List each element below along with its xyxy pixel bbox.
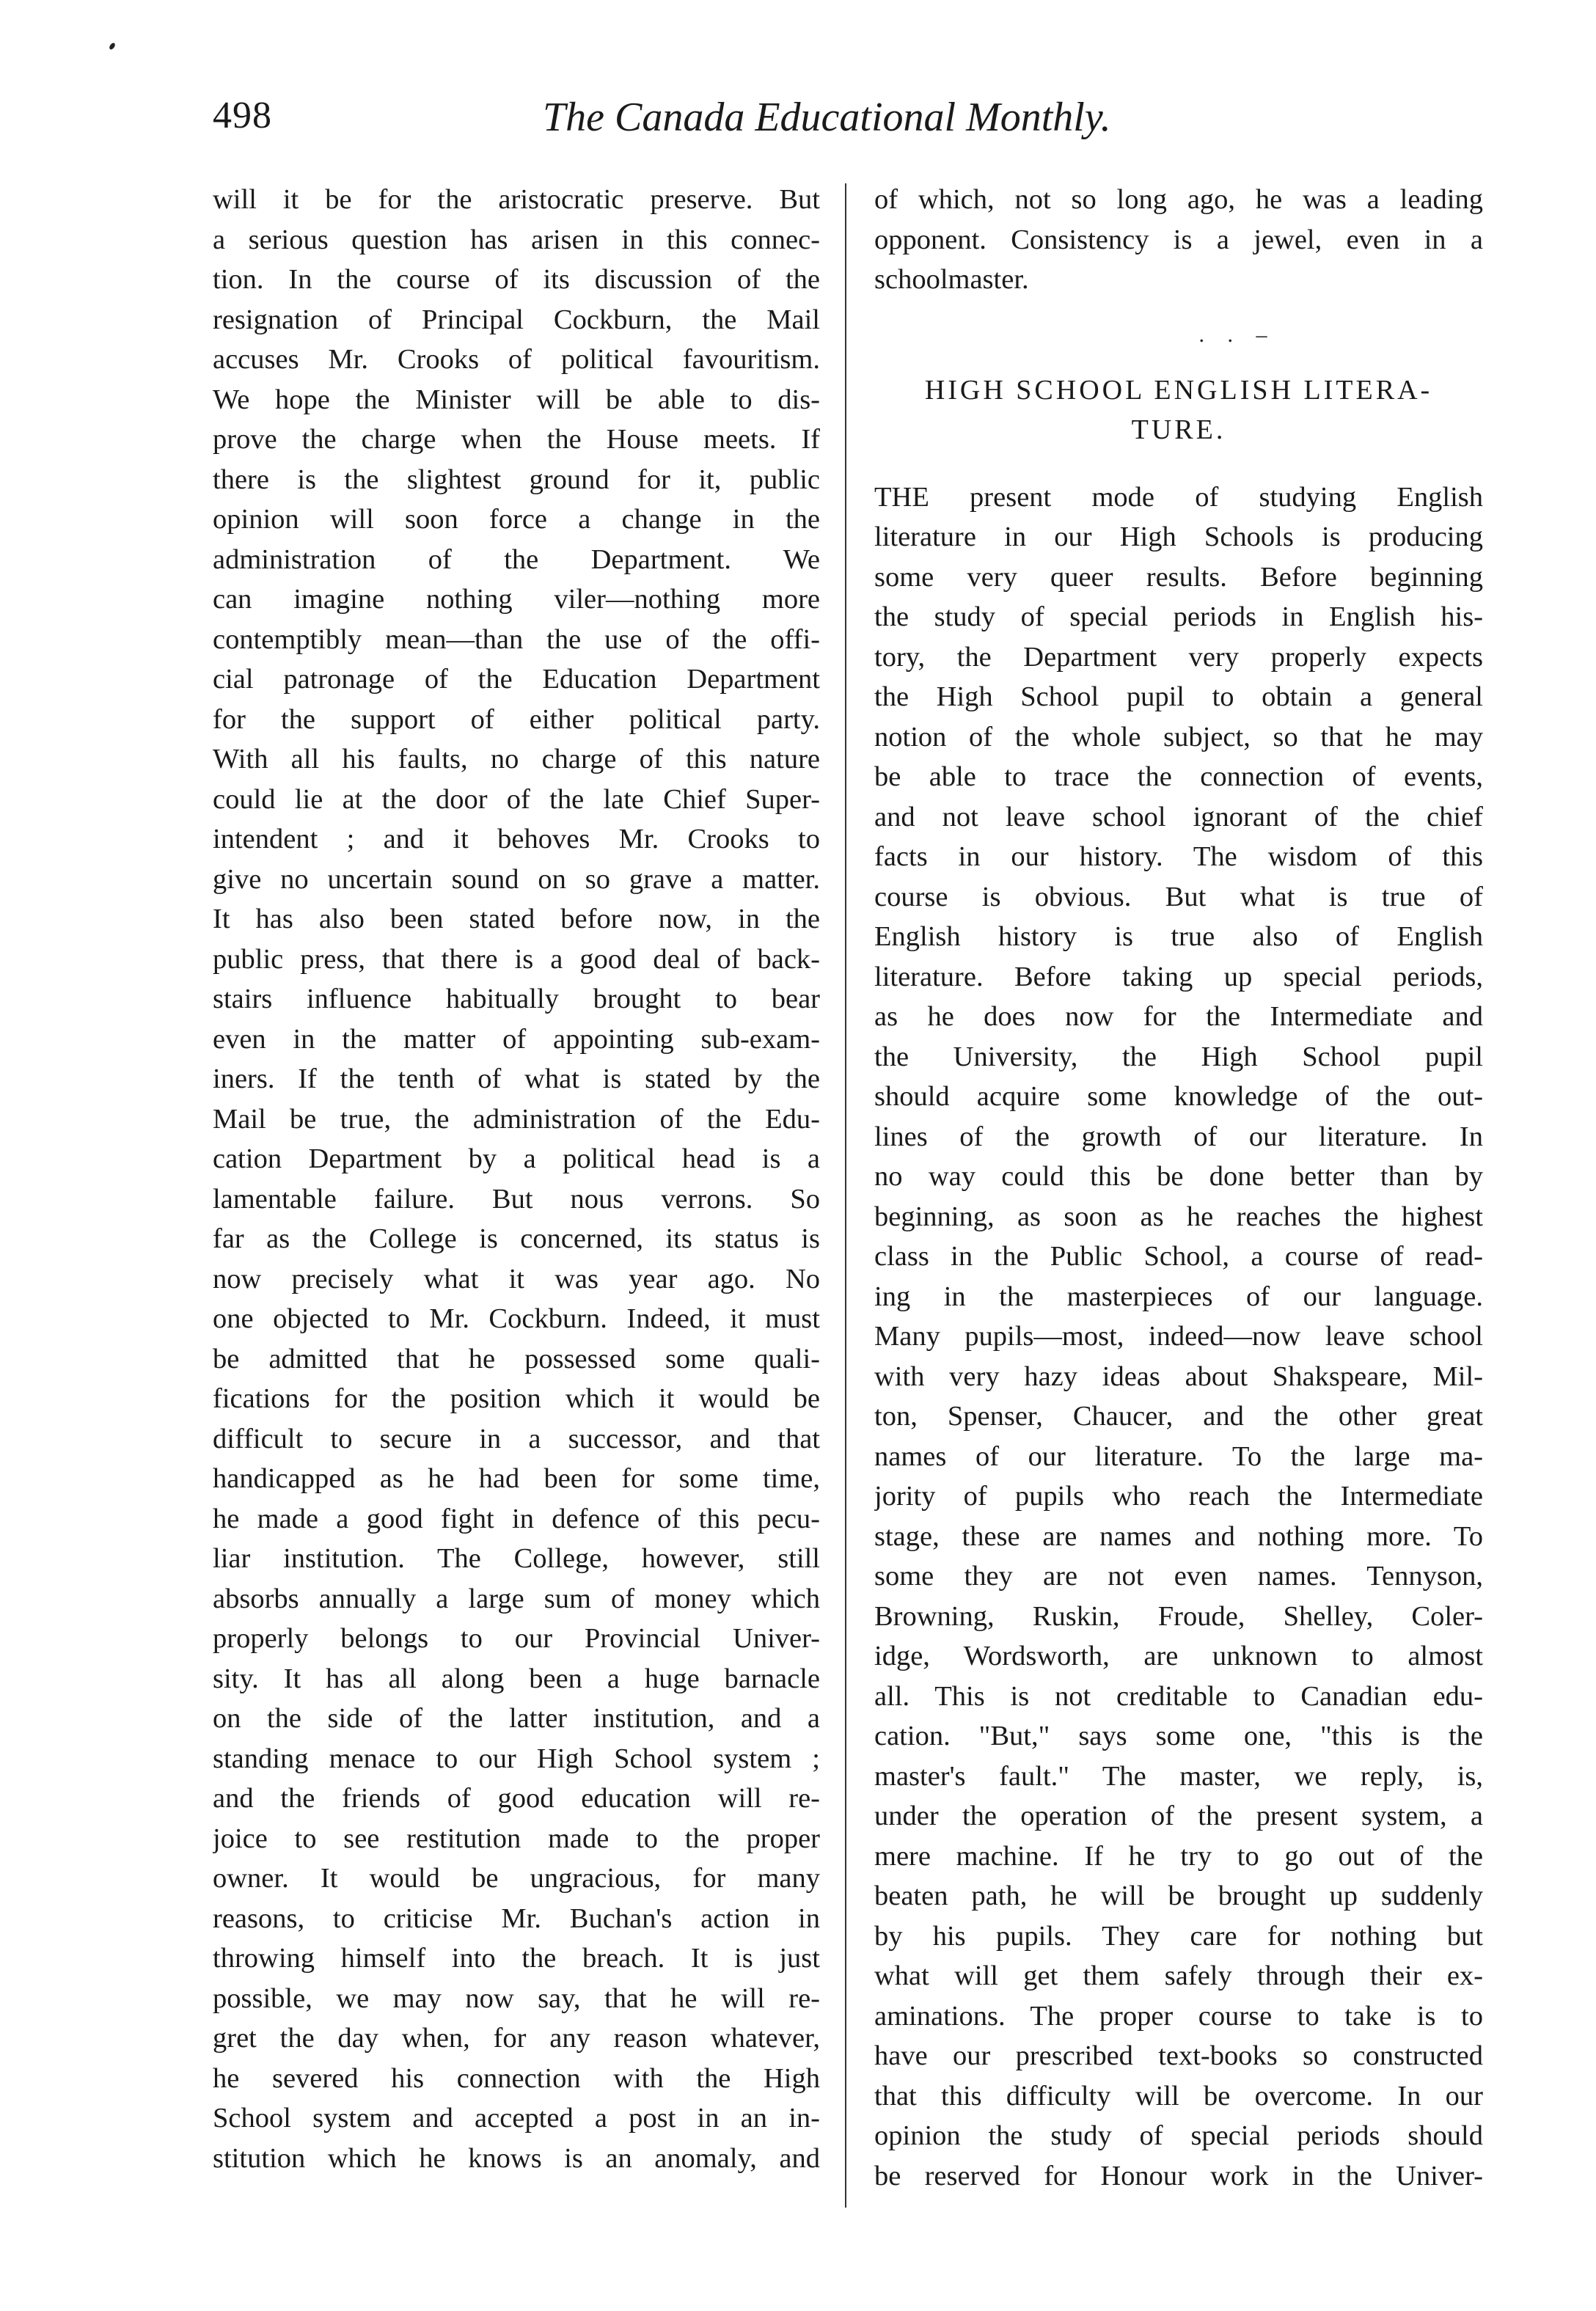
right-intro-line: of which, not so long ago, he was a leading bbox=[874, 184, 1483, 215]
left-text-line: and the friends of good education will re- bbox=[213, 1783, 820, 1814]
left-text-line: joice to see restitution made to the proper bbox=[213, 1823, 820, 1854]
right-body-line: be able to trace the connection of events, bbox=[874, 761, 1483, 792]
right-body-line: idge, Wordsworth, are unknown to almost bbox=[874, 1641, 1483, 1671]
left-text-line: one objected to Mr. Cockburn. Indeed, it must bbox=[213, 1303, 820, 1334]
left-text-line: fications for the position which it would be bbox=[213, 1383, 820, 1414]
left-text-line: intendent ; and it behoves Mr. Crooks to bbox=[213, 824, 820, 854]
left-text-line: iners. If the tenth of what is stated by the bbox=[213, 1063, 820, 1094]
right-body-line: Browning, Ruskin, Froude, Shelley, Coler- bbox=[874, 1600, 1483, 1632]
left-text-line: cation Department by a political head is a bbox=[213, 1143, 820, 1174]
left-text-line: With all his faults, no charge of this nature bbox=[213, 744, 820, 774]
left-text-line: stitution which he knows is an anomaly, and bbox=[213, 2142, 820, 2174]
column-divider bbox=[845, 183, 846, 2208]
left-text-line: could lie at the door of the late Chief Super- bbox=[213, 783, 820, 815]
right-body-line: some they are not even names. Tennyson, bbox=[874, 1561, 1483, 1592]
right-body-line: all. This is not creditable to Canadian edu- bbox=[874, 1680, 1483, 1712]
left-text-line: be admitted that he possessed some quali- bbox=[213, 1343, 820, 1374]
left-text-line: give no uncertain sound on so grave a matter. bbox=[213, 863, 820, 895]
left-text-line: public press, that there is a good deal of back- bbox=[213, 943, 820, 975]
right-body-line: the High School pupil to obtain a general bbox=[874, 681, 1483, 712]
left-text-line: administration of the Department. We bbox=[213, 543, 820, 575]
right-body-line: mere machine. If he try to go out of the bbox=[874, 1840, 1483, 1872]
left-text-line: throwing himself into the breach. It is just bbox=[213, 1943, 820, 1974]
left-text-line: Mail be true, the administration of the Edu- bbox=[213, 1103, 820, 1135]
heading-line: TURE. bbox=[1131, 414, 1226, 445]
right-body-line: class in the Public School, a course of read- bbox=[874, 1241, 1483, 1272]
stray-ink-mark bbox=[109, 42, 117, 51]
right-body-line: under the operation of the present system, a bbox=[874, 1801, 1483, 1831]
left-text-line: gret the day when, for any reason whatever, bbox=[213, 2023, 820, 2054]
right-column-body-paragraph bbox=[874, 477, 1483, 2197]
right-body-line: beaten path, he will be brought up suddenly bbox=[874, 1880, 1483, 1911]
left-text-line: owner. It would be ungracious, for many bbox=[213, 1863, 820, 1894]
left-column-paragraph bbox=[213, 180, 820, 2178]
right-body-line: ing in the masterpieces of our language. bbox=[874, 1281, 1483, 1312]
right-body-line: facts in our history. The wisdom of this bbox=[874, 841, 1483, 872]
left-text-line: School system and accepted a post in an in- bbox=[213, 2103, 820, 2134]
left-text-line: properly belongs to our Provincial Univer- bbox=[213, 1623, 820, 1654]
right-body-line: jority of pupils who reach the Intermediate bbox=[874, 1481, 1483, 1512]
right-body-line: names of our literature. To the large ma- bbox=[874, 1440, 1483, 1472]
left-text-line: tion. In the course of its discussion of the bbox=[213, 264, 820, 295]
right-body-line: be reserved for Honour work in the Univer- bbox=[874, 2160, 1483, 2191]
right-body-line: stage, these are names and nothing more. To bbox=[874, 1520, 1483, 1552]
left-text-line: standing menace to our High School system ; bbox=[213, 1743, 820, 1774]
right-body-line: as he does now for the Intermediate and bbox=[874, 1001, 1483, 1032]
right-body-line: cation. "But," says some one, "this is the bbox=[874, 1721, 1483, 1751]
left-text-line: will it be for the aristocratic preserve. But bbox=[213, 184, 820, 215]
left-text-line: he made a good fight in defence of this pecu- bbox=[213, 1503, 820, 1534]
left-text-line: reasons, to criticise Mr. Buchan's action in bbox=[213, 1902, 820, 1934]
page-number: 498 bbox=[213, 95, 272, 136]
section-separator: . . – bbox=[1198, 322, 1276, 347]
right-body-line: by his pupils. They care for nothing but bbox=[874, 1920, 1483, 1952]
page-header bbox=[213, 94, 1533, 153]
right-body-line: and not leave school ignorant of the chief bbox=[874, 801, 1483, 832]
left-text-line: for the support of either political party. bbox=[213, 703, 820, 735]
right-body-line: THE present mode of studying English bbox=[874, 481, 1483, 513]
left-text-line: difficult to secure in a successor, and that bbox=[213, 1423, 820, 1454]
right-body-line: the University, the High School pupil bbox=[874, 1041, 1483, 1072]
left-text-line: possible, we may now say, that he will re- bbox=[213, 1982, 820, 2014]
left-text-line: a serious question has arisen in this connec- bbox=[213, 224, 820, 255]
left-text-line: cial patronage of the Education Department bbox=[213, 664, 820, 695]
left-text-line: lamentable failure. But nous verrons. So bbox=[213, 1183, 820, 1215]
right-body-line: English history is true also of English bbox=[874, 921, 1483, 952]
left-text-line: absorbs annually a large sum of money which bbox=[213, 1583, 820, 1614]
right-column bbox=[874, 180, 1483, 2196]
right-body-line: beginning, as soon as he reaches the highest bbox=[874, 1201, 1483, 1232]
right-body-line: no way could this be done better than by bbox=[874, 1161, 1483, 1192]
right-body-line: with very hazy ideas about Shakspeare, Mil- bbox=[874, 1360, 1483, 1392]
left-text-line: sity. It has all along been a huge barnacle bbox=[213, 1663, 820, 1694]
right-body-line: opinion the study of special periods should bbox=[874, 2120, 1483, 2151]
right-body-line: the study of special periods in English his- bbox=[874, 601, 1483, 632]
left-text-line: accuses Mr. Crooks of political favouritism. bbox=[213, 344, 820, 375]
running-title: The Canada Educational Monthly. bbox=[543, 95, 1111, 140]
left-text-line: now precisely what it was year ago. No bbox=[213, 1263, 820, 1294]
right-body-line: literature in our High Schools is producing bbox=[874, 521, 1483, 552]
right-body-line: ton, Spenser, Chaucer, and the other great bbox=[874, 1401, 1483, 1432]
left-text-line: resignation of Principal Cockburn, the Mail bbox=[213, 304, 820, 335]
right-body-line: literature. Before taking up special periods, bbox=[874, 961, 1483, 992]
right-body-line: Many pupils—most, indeed—now leave school bbox=[874, 1321, 1483, 1352]
left-text-line: handicapped as he had been for some time, bbox=[213, 1463, 820, 1494]
section-heading bbox=[874, 370, 1483, 450]
right-body-line: tory, the Department very properly expects bbox=[874, 641, 1483, 673]
left-text-line: there is the slightest ground for it, public bbox=[213, 464, 820, 495]
left-column bbox=[213, 180, 820, 2178]
left-text-line: It has also been stated before now, in the bbox=[213, 904, 820, 934]
left-text-line: We hope the Minister will be able to dis- bbox=[213, 384, 820, 415]
right-body-line: should acquire some knowledge of the out- bbox=[874, 1081, 1483, 1112]
right-body-line: master's fault." The master, we reply, is, bbox=[874, 1760, 1483, 1792]
left-text-line: liar institution. The College, however, still bbox=[213, 1543, 820, 1574]
left-text-line: stairs influence habitually brought to bear bbox=[213, 984, 820, 1014]
right-intro-line: schoolmaster. bbox=[874, 264, 1029, 295]
left-text-line: can imagine nothing viler—nothing more bbox=[213, 584, 820, 615]
left-text-line: on the side of the latter institution, and a bbox=[213, 1703, 820, 1734]
right-body-line: have our prescribed text-books so constructed bbox=[874, 2040, 1483, 2071]
left-text-line: prove the charge when the House meets. If bbox=[213, 424, 820, 455]
right-body-line: lines of the growth of our literature. In bbox=[874, 1121, 1483, 1152]
right-body-line: notion of the whole subject, so that he may bbox=[874, 721, 1483, 752]
right-intro-line: opponent. Consistency is a jewel, even in a bbox=[874, 224, 1483, 255]
right-body-line: some very queer results. Before beginning bbox=[874, 561, 1483, 593]
right-body-line: what will get them safely through their ex- bbox=[874, 1960, 1483, 1991]
left-text-line: contemptibly mean—than the use of the offi- bbox=[213, 623, 820, 655]
left-text-line: he severed his connection with the High bbox=[213, 2062, 820, 2094]
right-body-line: aminations. The proper course to take is to bbox=[874, 2000, 1483, 2032]
left-text-line: even in the matter of appointing sub-exam- bbox=[213, 1023, 820, 1055]
right-column-intro-paragraph bbox=[874, 180, 1483, 300]
left-text-line: opinion will soon force a change in the bbox=[213, 504, 820, 535]
right-body-line: that this difficulty will be overcome. In our bbox=[874, 2080, 1483, 2112]
right-body-line: course is obvious. But what is true of bbox=[874, 881, 1483, 912]
left-text-line: far as the College is concerned, its status is bbox=[213, 1223, 820, 1254]
heading-line: HIGH SCHOOL ENGLISH LITERA- bbox=[924, 374, 1433, 406]
